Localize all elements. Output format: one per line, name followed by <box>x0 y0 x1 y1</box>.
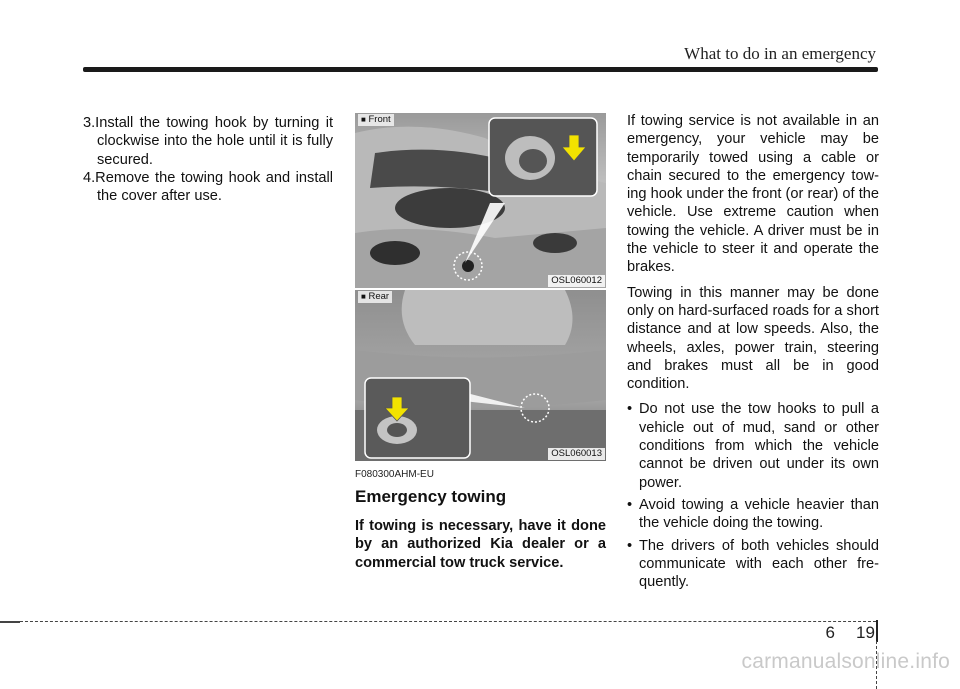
bullet-text: Do not use the tow hooks to pull a vehicle out of mud, sand or other conditions from which the vehicle cannot be driven out under its own power. <box>639 401 879 491</box>
section-intro: If towing is necessary, have it done by an authorized Kia dealer or a commercial tow truck service. <box>355 518 606 571</box>
front-car-illustration <box>355 113 606 288</box>
page-number-divider <box>876 620 878 642</box>
chapter-number: 6 <box>825 623 835 642</box>
bullet-dot-icon: • <box>627 401 633 418</box>
paragraph-1: If towing service is not available in an emergency, your vehicle may be temporarily towed using a cable or chain secured to the emergency tow-ing hook under the front (or rear) of the vehicle. Use extreme caution when towing the vehicle. A driver must be in the vehicle to steer it and operate the brakes. <box>627 113 879 276</box>
page-header-title: What to do in an emergency <box>684 44 876 63</box>
bullet-dot-icon: • <box>627 496 633 513</box>
rear-figure-label: ■ Rear <box>358 291 392 303</box>
step-3: 3.Install the towing hook by turning it clockwise into the hole until it is fully secured. <box>83 115 333 168</box>
rear-tow-hook-figure <box>355 290 606 461</box>
left-column <box>83 114 333 205</box>
page-number-value: 19 <box>856 623 875 642</box>
front-label-text: Front <box>368 114 391 125</box>
step-4: 4.Remove the towing hook and install the cover after use. <box>83 169 333 205</box>
watermark: carmanualsonline.info <box>741 650 950 673</box>
bullet-item <box>627 496 879 533</box>
section-code: F080300AHM-EU <box>355 469 434 480</box>
right-column <box>627 112 879 595</box>
rear-car-illustration <box>355 290 606 461</box>
paragraph-2: Towing in this manner may be done only on hard-surfaced roads for a short distance and at low speeds. Also, the wheels, axles, power train, steering and brakes must all be in good condition. <box>627 284 879 393</box>
bullet-text: Avoid towing a vehicle heavier than the vehicle doing the towing. <box>639 496 879 532</box>
front-figure-code: OSL060012 <box>548 275 605 287</box>
bullet-item <box>627 400 879 491</box>
rear-figure-code: OSL060013 <box>548 448 605 460</box>
bullet-item <box>627 537 879 592</box>
header-rule <box>83 67 878 72</box>
middle-column <box>355 113 606 572</box>
footer-rule <box>20 621 876 622</box>
front-tow-hook-figure <box>355 113 606 288</box>
bullet-dot-icon: • <box>627 537 633 554</box>
rear-label-text: Rear <box>368 291 390 302</box>
front-figure-label: ■ Front <box>358 114 394 126</box>
footer-rule-left <box>0 621 20 623</box>
section-heading: Emergency towing <box>355 487 507 506</box>
bullet-text: The drivers of both vehicles should communicate with each other fre-quently. <box>639 537 879 591</box>
